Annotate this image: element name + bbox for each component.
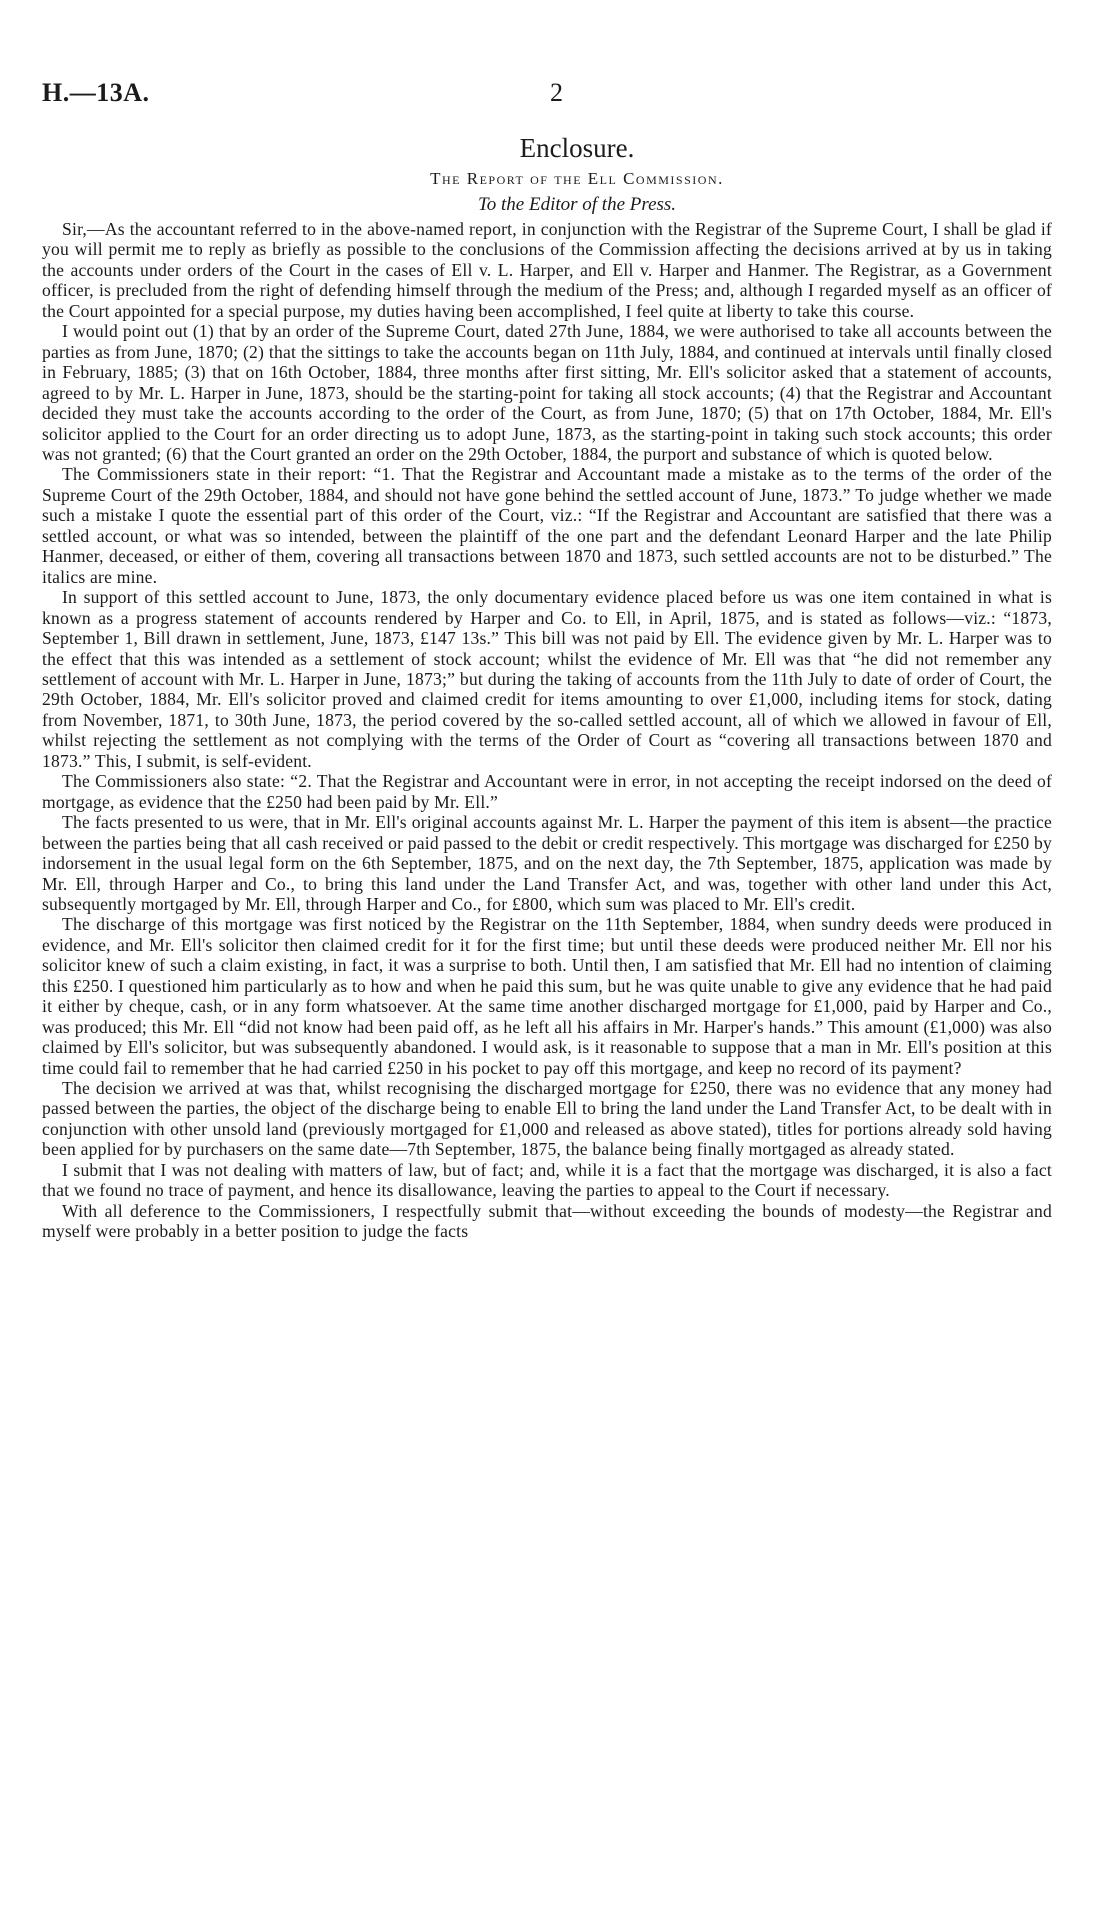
paragraph-4: In support of this settled account to June, 1873, the only documentary evidence placed before us was one item contained in what is known as a progress statement of accounts rendered by Harper and Co. to Ell, in April, 1875, and is stated as follows—viz.: “1873, September 1, Bill drawn in settlement, June, 1873, £147 13s.” This bill was not paid by Ell. The evidence given by Mr. L. Harper was to the effect that this was intended as a settlement of stock account; whilst the evidence of Mr. Ell was that “he did not remember any settlement of account with Mr. L. Harper in June, 1873;” but during the taking of accounts from the 11th July to date of order of Court, the 29th October, 1884, Mr. Ell's solicitor proved and claimed credit for items amounting to over £1,000, including items for stock, dating from November, 1871, to 30th June, 1873, the period covered by the so-called settled account, all of which we allowed in favour of Ell, whilst rejecting the settlement as not complying with the terms of the Order of Court as “covering all transactions between 1870 and 1873.” This, I submit, is self-evident.: [42, 587, 1052, 771]
paragraph-6: The facts presented to us were, that in Mr. Ell's original accounts against Mr. L. Harper the payment of this item is absent—the practice between the parties being that all cash received or paid passed to the debit or credit respectively. This mortgage was discharged for £250 by indorsement in the usual legal form on the 6th September, 1875, and on the next day, the 7th September, 1875, application was made by Mr. Ell, through Harper and Co., to bring this land under the Land Transfer Act, and was, together with other land under this Act, subsequently mortgaged by Mr. Ell, through Harper and Co., for £800, which sum was placed to Mr. Ell's credit.: [42, 812, 1052, 914]
page-header: [42, 78, 1042, 112]
document-reference: H.—13A.: [42, 78, 150, 107]
report-subtitle: The Report of the Ell Commission.: [430, 169, 724, 188]
paragraph-1: Sir,—As the accountant referred to in the above-named report, in conjunction with the Registrar of the Supreme Court, I shall be glad if you will permit me to reply as briefly as possible to the conclusions of the Commission affecting the decisions arrived at by us in taking the accounts under orders of the Court in the cases of Ell v. L. Harper, and Ell v. Harper and Hanmer. The Registrar, as a Government officer, is precluded from the right of defending himself through the medium of the Press; and, although I regarded myself as an officer of the Court appointed for a special purpose, my duties having been accomplished, I feel quite at liberty to take this course.: [42, 219, 1052, 321]
paragraph-10: With all deference to the Commissioners, I respectfully submit that—without exceeding the bounds of modesty—the Registrar and myself were probably in a better position to judge the facts: [42, 1200, 1052, 1242]
paragraph-8: The decision we arrived at was that, whilst recognising the discharged mortgage for £250, there was no evidence that any money had passed between the parties, the object of the discharge being to enable Ell to bring the land under the Land Transfer Act, to be dealt with in conjunction with other unsold land (previously mortgaged for £1,000 and released as above stated), titles for portions already sold having been applied for by purchasers on the same date—7th September, 1875, the balance being finally mortgaged as already stated.: [42, 1078, 1052, 1160]
paragraph-9: I submit that I was not dealing with matters of law, but of fact; and, while it is a fact that the mortgage was discharged, it is also a fact that we found no trace of payment, and hence its disallowance, leaving the parties to appeal to the Court if necessary.: [42, 1159, 1052, 1201]
paragraph-3: The Commissioners state in their report: “1. That the Registrar and Accountant made a mistake as to the terms of the order of the Supreme Court of the 29th October, 1884, and should not have gone behind the settled account of June, 1873.” To judge whether we made such a mistake I quote the essential part of this order of the Court, viz.: “If the Registrar and Accountant are satisfied that there was a settled account, or what was so intended, between the plaintiff of the one part and the defendant Leonard Harper and the late Philip Hanmer, deceased, or either of them, covering all transactions between 1870 and 1873, such settled accounts are not to be disturbed.” The italics are mine.: [42, 464, 1052, 587]
paragraph-5: The Commissioners also state: “2. That the Registrar and Accountant were in error, in not accepting the receipt indorsed on the deed of mortgage, as evidence that the £250 had been paid by Mr. Ell.”: [42, 771, 1052, 812]
editor-salutation: To the Editor of the Press.: [477, 194, 677, 215]
paragraph-2: I would point out (1) that by an order of the Supreme Court, dated 27th June, 1884, we were authorised to take all accounts between the parties as from June, 1870; (2) that the sittings to take the accounts began on 11th July, 1884, and continued at intervals until finally closed in February, 1885; (3) that on 16th October, 1884, three months after first sitting, Mr. Ell's solicitor asked that a statement of accounts, agreed to by Mr. L. Harper in June, 1873, should be the starting-point for taking all stock accounts; (4) that the Registrar and Accountant decided they must take the accounts according to the order of the Court, as from June, 1870; (5) that on 17th October, 1884, Mr. Ell's solicitor applied to the Court for an order directing us to adopt June, 1873, as the starting-point in taking such stock accounts; this order was not granted; (6) that the Court granted an order on the 29th October, 1884, the purport and substance of which is quoted below.: [42, 321, 1052, 464]
document-body: [42, 134, 1052, 1242]
enclosure-title: Enclosure.: [519, 133, 635, 163]
paragraph-7: The discharge of this mortgage was first noticed by the Registrar on the 11th September, 1884, when sundry deeds were produced in evidence, and Mr. Ell's solicitor then claimed credit for it for the first time; but until these deeds were produced neither Mr. Ell nor his solicitor knew of such a claim existing, in fact, it was a surprise to both. Until then, I am satisfied that Mr. Ell had no intention of claiming this £250. I questioned him particularly as to how and when he paid this sum, but he was quite unable to give any evidence that he had paid it either by cheque, cash, or in any form whatsoever. At the same time another discharged mortgage for £1,000, paid by Harper and Co., was produced; this Mr. Ell “did not know had been paid off, as he left all his affairs in Mr. Harper's hands.” This amount (£1,000) was also claimed by Ell's solicitor, but was subsequently abandoned. I would ask, is it reasonable to suppose that a man in Mr. Ell's position at this time could fail to remember that he had carried £250 in his pocket to pay off this mortgage, and keep no record of its payment?: [42, 914, 1052, 1078]
page-number: 2: [550, 78, 563, 107]
